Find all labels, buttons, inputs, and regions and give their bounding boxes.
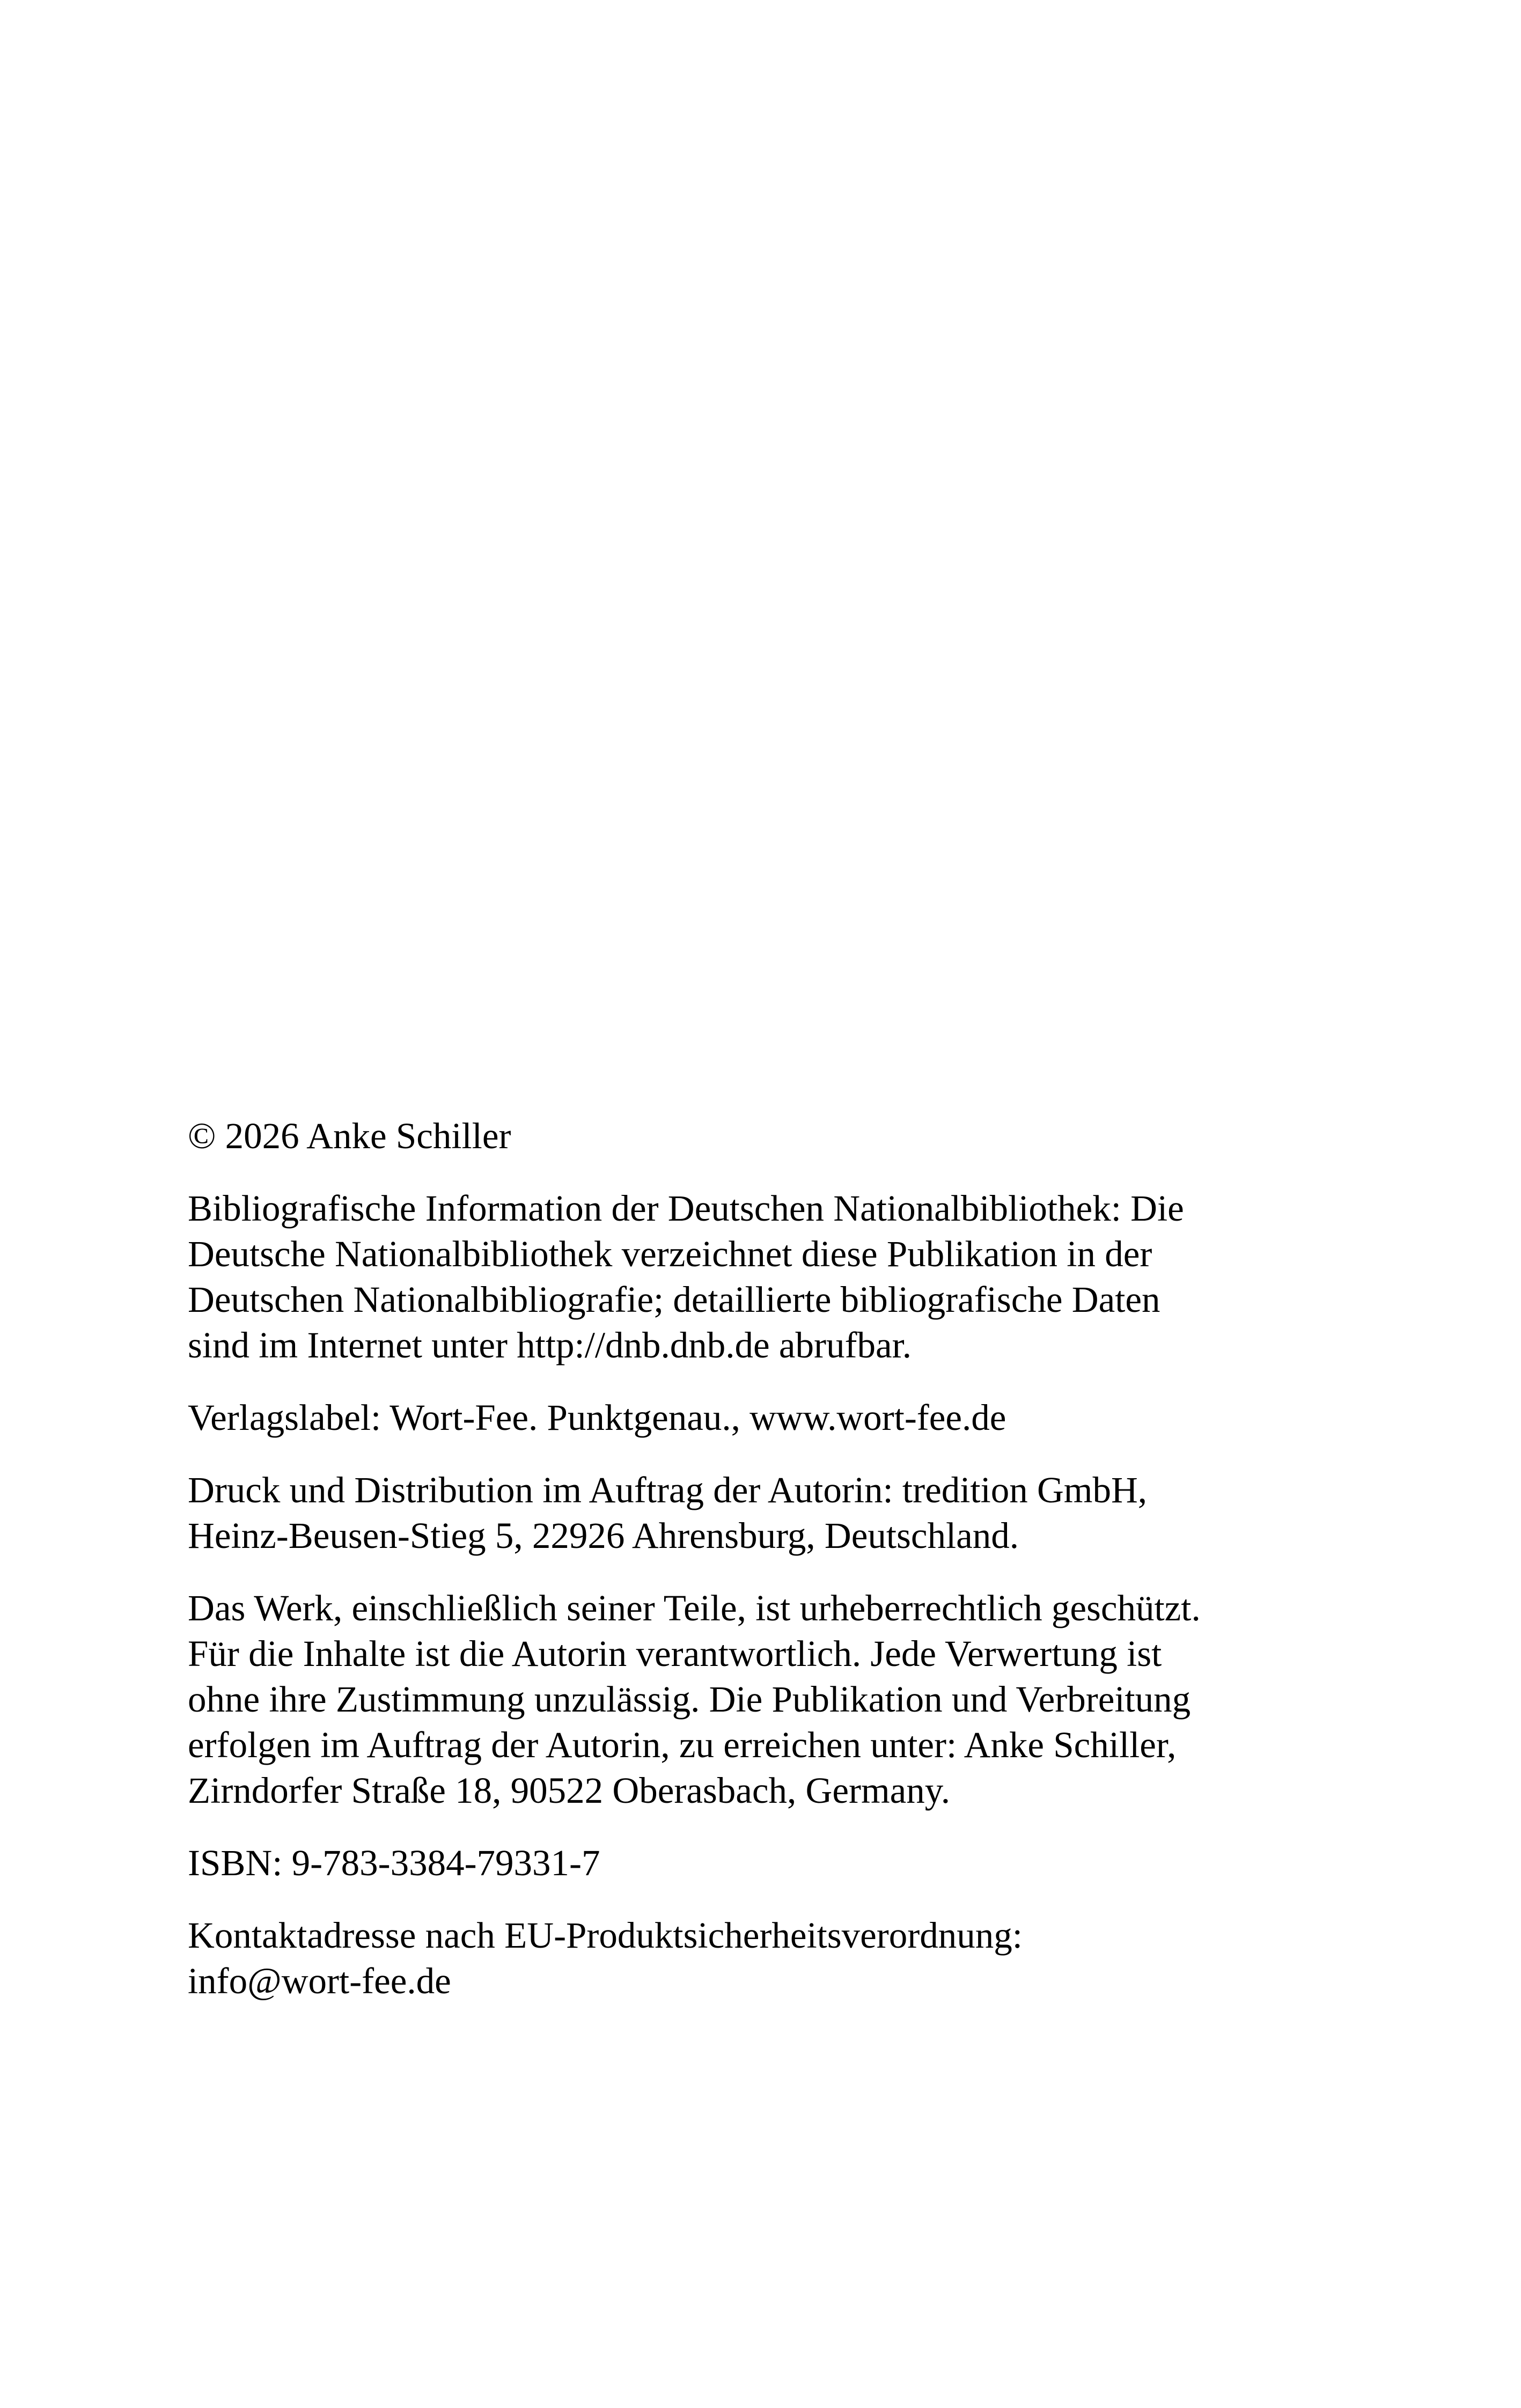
copyright-notice-line: Das Werk, einschließlich seiner Teile, ist urheberrechtlich geschützt. <box>188 1588 1201 1628</box>
copyright-notice-paragraph <box>188 1585 1357 1814</box>
bibliographic-info-paragraph <box>188 1186 1357 1368</box>
print-distribution-paragraph <box>188 1467 1357 1559</box>
isbn-paragraph <box>188 1840 1357 1886</box>
bibliographic-info-line: Bibliografische Information der Deutschen Nationalbibliothek: Die <box>188 1188 1184 1229</box>
contact-paragraph <box>188 1913 1357 2004</box>
imprint-block <box>188 1113 1357 2031</box>
copyright-notice-line: Zirndorfer Straße 18, 90522 Oberasbach, Germany. <box>188 1770 951 1811</box>
contact-email: info@wort-fee.de <box>188 1961 451 2001</box>
bibliographic-info-line: Deutsche Nationalbibliothek verzeichnet diese Publikation in der <box>188 1234 1152 1274</box>
isbn-text: ISBN: 9-783-3384-79331-7 <box>188 1842 600 1883</box>
copyright-notice-line: erfolgen im Auftrag der Autorin, zu erreichen unter: Anke Schiller, <box>188 1724 1177 1765</box>
publisher-label-paragraph <box>188 1395 1357 1441</box>
copyright-notice-line: Für die Inhalte ist die Autorin verantwortlich. Jede Verwertung ist <box>188 1633 1162 1674</box>
print-distribution-line: Druck und Distribution im Auftrag der Autorin: tredition GmbH, <box>188 1470 1148 1510</box>
copyright-line <box>188 1113 1357 1159</box>
publisher-label: Verlagslabel: Wort-Fee. Punktgenau., www.wort-fee.de <box>188 1397 1006 1438</box>
copyright-text: © 2026 Anke Schiller <box>188 1115 511 1156</box>
bibliographic-info-line: Deutschen Nationalbibliografie; detaillierte bibliografische Daten <box>188 1279 1160 1320</box>
bibliographic-info-line: sind im Internet unter http://dnb.dnb.de abrufbar. <box>188 1325 912 1365</box>
copyright-notice-line: ohne ihre Zustimmung unzulässig. Die Publikation und Verbreitung <box>188 1679 1191 1720</box>
contact-label: Kontaktadresse nach EU-Produktsicherheitsverordnung: <box>188 1915 1023 1956</box>
print-distribution-line: Heinz-Beusen-Stieg 5, 22926 Ahrensburg, Deutschland. <box>188 1515 1019 1556</box>
